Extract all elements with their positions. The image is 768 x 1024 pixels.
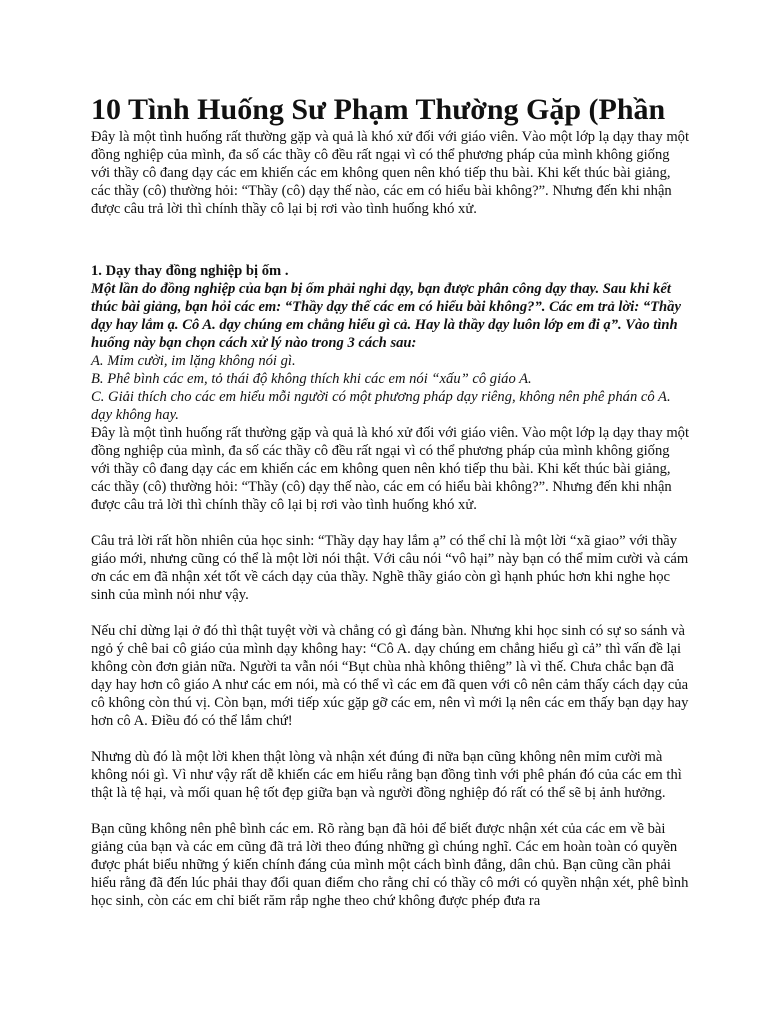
option-a: A. Mỉm cười, im lặng không nói gì. [91,353,296,369]
option-c: C. Giải thích cho các em hiểu mỗi người có một phương pháp dạy riêng, không nên phê phán cô A. dạy không hay. [91,389,671,423]
document-body [91,128,691,910]
scenario-paragraph: Một lần do đồng nghiệp của bạn bị ốm phải nghỉ dạy, bạn được phân công dạy thay. Sau khi kết thúc bài giảng, bạn hỏi các em: “Thầy dạy thế các em có hiểu bài không?”. Các em trả lời: “Thầy dạy hay lắm ạ. Cô A. dạy chúng em chẳng hiểu gì cả. Hay là thầy dạy luôn lớp em đi ạ”. Vào tình huống này bạn chọn cách xử lý nào trong 3 cách sau: [91,281,681,351]
body-paragraph: Nếu chỉ dừng lại ở đó thì thật tuyệt vời và chẳng có gì đáng bàn. Nhưng khi học sinh có sự so sánh và ngỏ ý chê bai cô giáo của mình dạy không hay: “Cô A. dạy chúng em chẳng hiểu gì cả” thì vấn đề lại không còn đơn giản nữa. Người ta vẫn nói “Bụt chùa nhà không thiêng” là vì thế. Chưa chắc bạn đã dạy hay hơn cô giáo A như các em nói, mà có thể vì các em đã quen với cô nên cảm thấy cách dạy của cô không còn thú vị. Còn bạn, mới tiếp xúc gặp gỡ các em, nên vì mới lạ nên các em thấy bạn dạy hay hơn cô A. Điều đó có thể lắm chứ! [91,623,689,729]
section-heading: 1. Dạy thay đồng nghiệp bị ốm . [91,263,289,279]
body-paragraph: Đây là một tình huống rất thường gặp và quả là khó xử đối với giáo viên. Vào một lớp lạ dạy thay một đồng nghiệp của mình, đa số các thầy cô đều rất ngại vì có thể phương pháp của mình không giống với thầy cô đang dạy các em khiến các em không quen nên khó tiếp thu bài. Khi kết thúc bài giảng, các thầy (cô) thường hỏi: “Thầy (cô) dạy thế nào, các em có hiểu bài không?”. Nhưng đến khi nhận được câu trả lời thì chính thầy cô lại bị rơi vào tình huống khó xử. [91,425,690,513]
document-title: 10 Tình Huống Sư Phạm Thường Gặp (Phần [91,93,666,126]
option-b: B. Phê bình các em, tỏ thái độ không thích khi các em nói “xấu” cô giáo A. [91,371,532,387]
body-paragraph: Câu trả lời rất hồn nhiên của học sinh: “Thầy dạy hay lắm ạ” có thể chỉ là một lời “xã giao” với thầy giáo mới, nhưng cũng có thể là một lời nói thật. Với câu nói “vô hại” này bạn có thể mỉm cười và cám ơn các em đã nhận xét tốt về cách dạy của thầy. Nghề thầy giáo còn gì hạnh phúc hơn khi nghe học sinh của mình nói như vậy. [91,533,689,603]
body-paragraph: Nhưng dù đó là một lời khen thật lòng và nhận xét đúng đi nữa bạn cũng không nên mỉm cười mà không nói gì. Vì như vậy rất dễ khiến các em hiểu rằng bạn đồng tình với phê phán đó của các em thì thật là tệ hại, và mối quan hệ tốt đẹp giữa bạn và người đồng nghiệp đó rất có thể sẽ bị ảnh hưởng. [91,749,682,801]
intro-paragraph: Đây là một tình huống rất thường gặp và quả là khó xử đối với giáo viên. Vào một lớp lạ dạy thay một đồng nghiệp của mình, đa số các thầy cô đều rất ngại vì có thể phương pháp của mình không giống với thầy cô đang dạy các em khiến các em không quen nên khó tiếp thu bài. Khi kết thúc bài giảng, các thầy (cô) thường hỏi: “Thầy (cô) dạy thế nào, các em có hiểu bài không?”. Nhưng đến khi nhận được câu trả lời thì chính thầy cô lại bị rơi vào tình huống khó xử. [91,129,690,217]
body-paragraph: Bạn cũng không nên phê bình các em. Rõ ràng bạn đã hỏi để biết được nhận xét của các em về bài giảng của bạn và các em cũng đã trả lời theo đúng những gì chúng nghĩ. Các em hoàn toàn có quyền được phát biểu những ý kiến chính đáng của mình một cách bình đẳng, dân chủ. Bạn cũng cần phải hiểu rằng đã đến lúc phải thay đổi quan điểm cho rằng chỉ có thầy cô mới có quyền nhận xét, phê bình học sinh, còn các em chỉ biết răm rắp nghe theo chứ không được phép đưa ra [91,821,689,909]
